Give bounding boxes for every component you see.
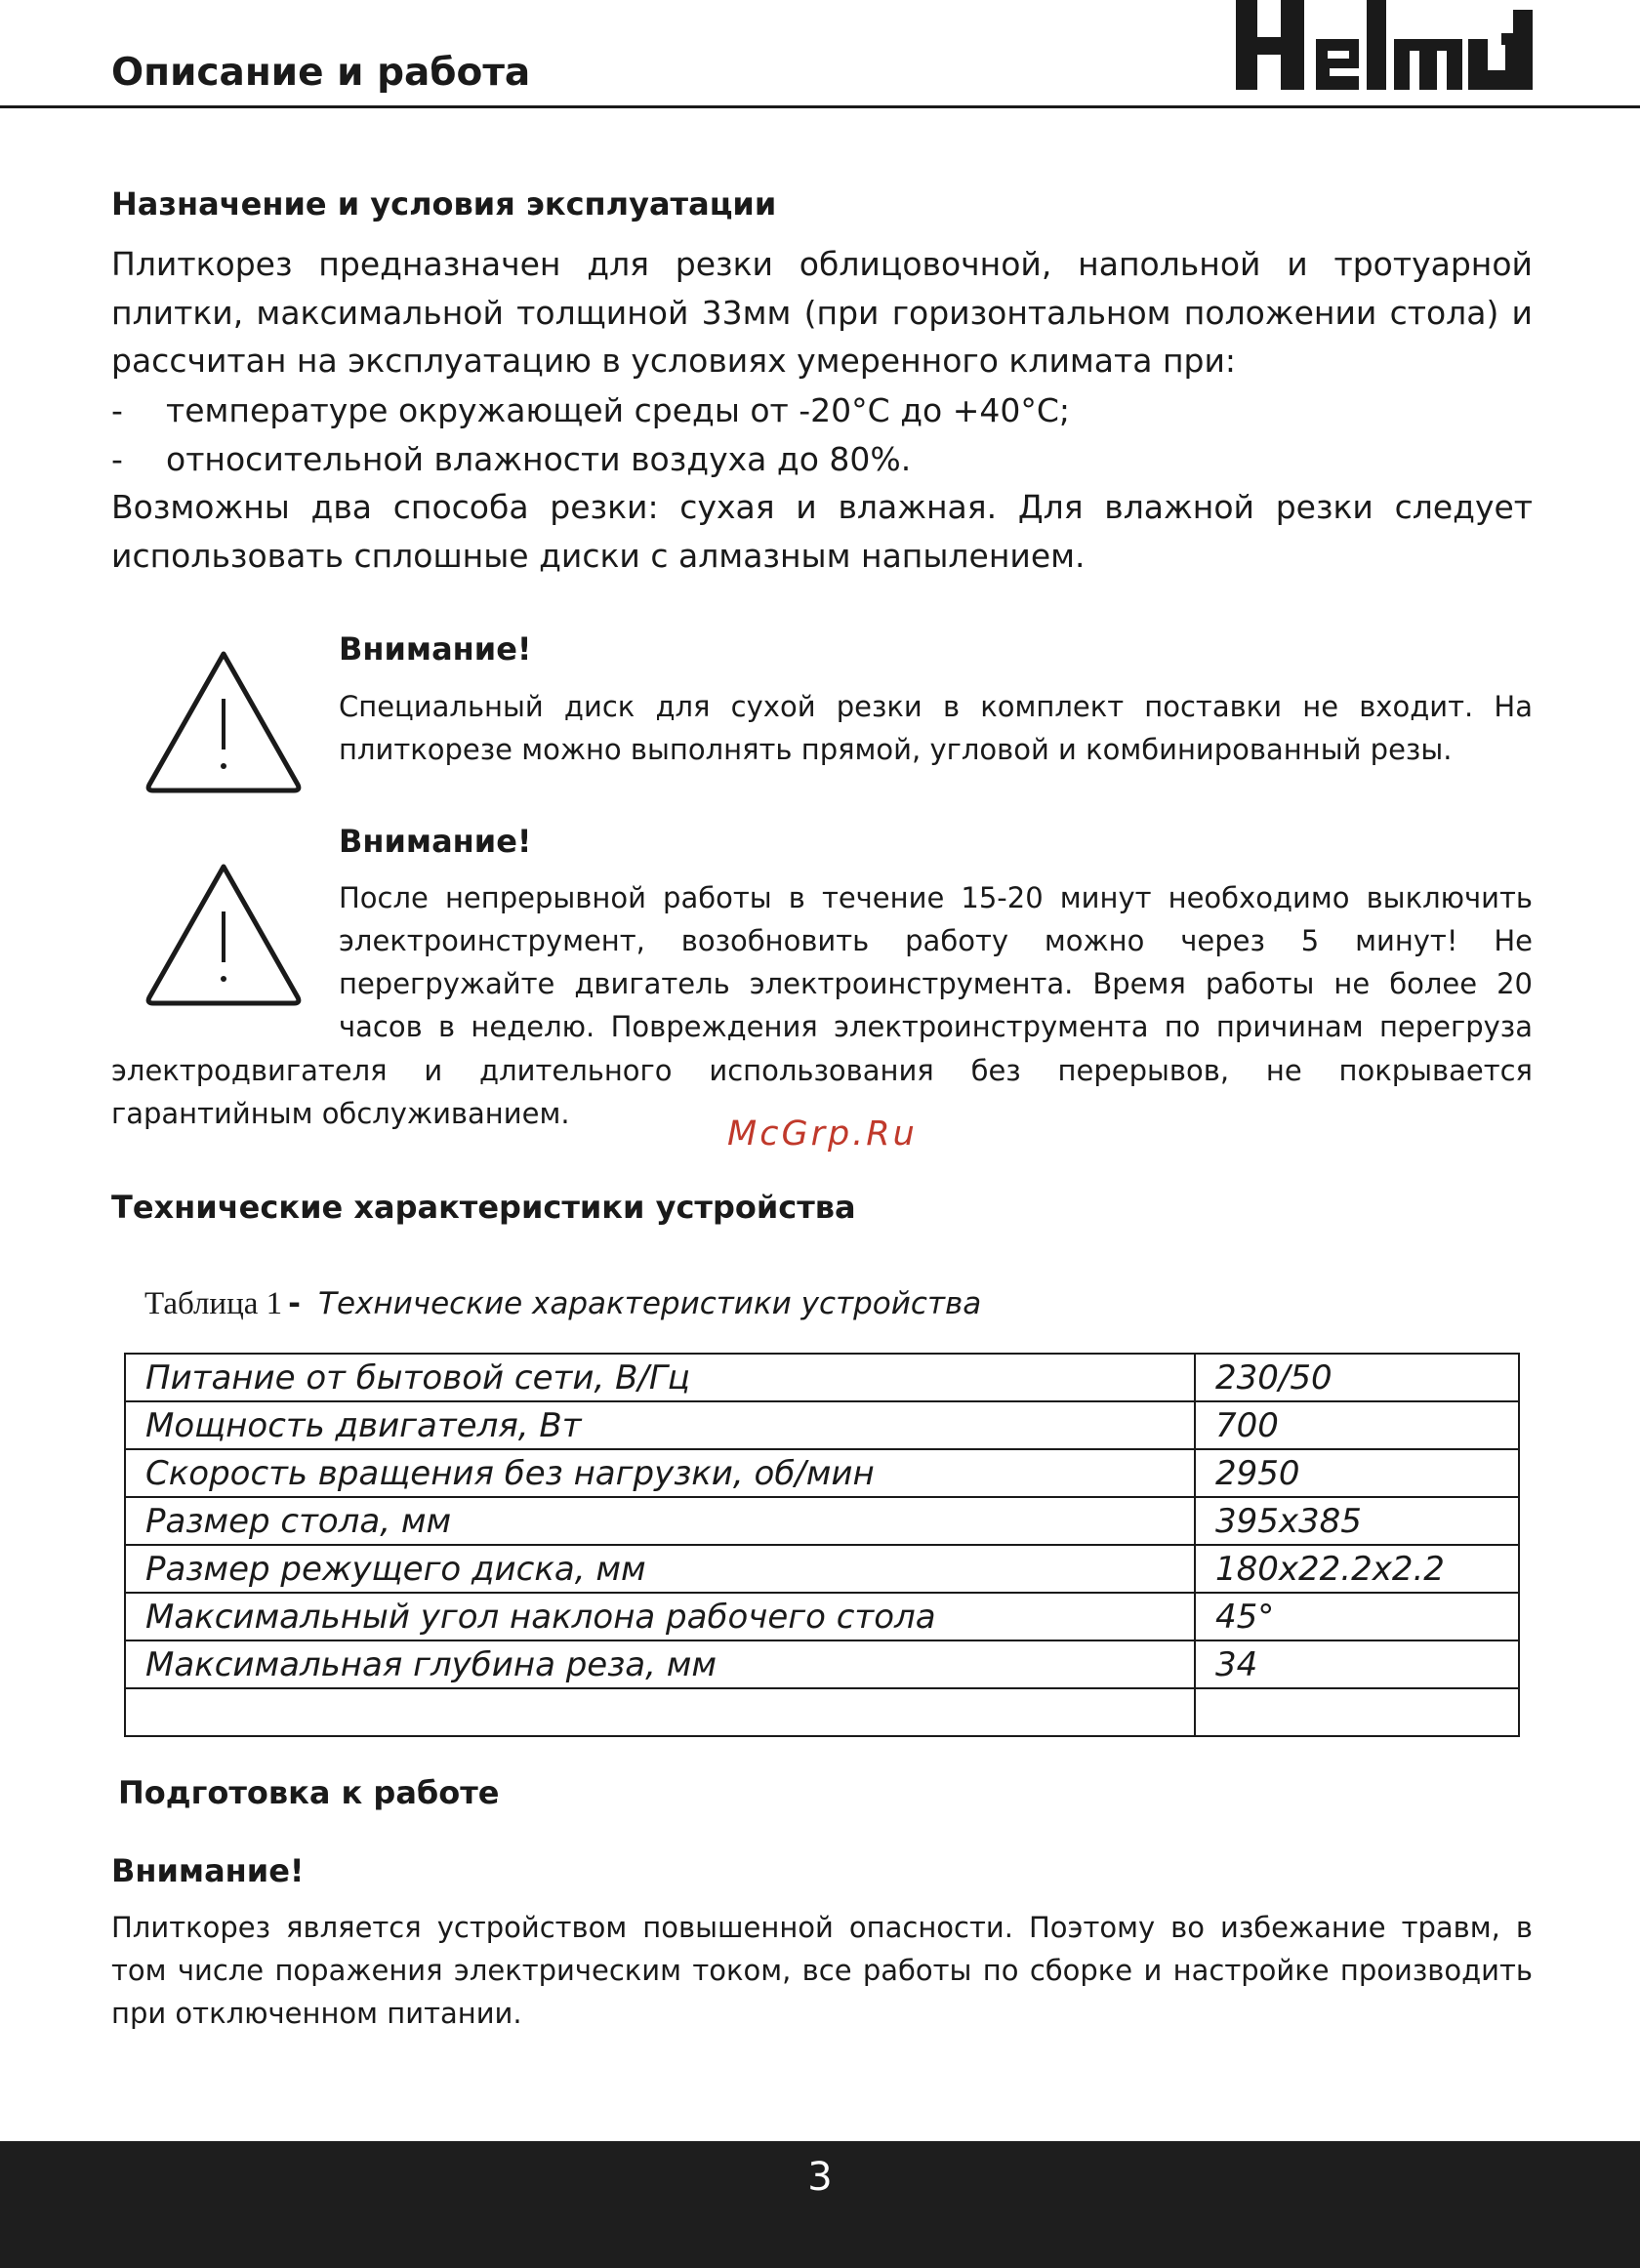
value-cell: 180х22.2х2.2 [1195, 1545, 1519, 1593]
param-cell: Размер режущего диска, мм [125, 1545, 1195, 1593]
warning-text: После непрерывной работы в течение 15-20 минут необходимо выключить электроинструмент, возобновить работу можно через 5 минут! Не перегружайте двигатель электроинструмента. Время работы не более 20 часов в неделю. Повреждения электроинструмента по причинам перегруза [339, 881, 1533, 1043]
list-item [111, 435, 1533, 483]
cutting-methods-paragraph: Возможны два способа резки: сухая и влажная. Для влажной резки следует использовать сплошные диски с алмазным напылением. [111, 488, 1533, 575]
param-cell: Максимальная глубина реза, мм [125, 1640, 1195, 1688]
param-cell [125, 1688, 1195, 1736]
value-cell: 230/50 [1195, 1354, 1519, 1401]
value-cell: 45° [1195, 1593, 1519, 1640]
param-cell: Питание от бытовой сети, В/Гц [125, 1354, 1195, 1401]
header-divider [0, 105, 1640, 108]
warning-title: Внимание! [111, 1852, 305, 1889]
safety-paragraph: Плиткорез является устройством повышенной опасности. Поэтому во избежание травм, в том числе поражения электрическим током, все работы по сборке и настройке производить при отключенном питании. [111, 1911, 1533, 2030]
page-title: Описание и работа [111, 51, 531, 95]
warning-title: Внимание! [339, 823, 532, 860]
warning-title: Внимание! [339, 630, 532, 668]
page-number: 3 [807, 2155, 833, 2200]
warning-triangle-icon [142, 861, 306, 1007]
param-cell: Размер стола, мм [125, 1497, 1195, 1545]
table-row [125, 1401, 1519, 1449]
table-row [125, 1593, 1519, 1640]
table-caption-number: Таблица 1 [144, 1286, 283, 1321]
table-row [125, 1688, 1519, 1736]
list-item-text: относительной влажности воздуха до 80%. [166, 440, 912, 478]
param-cell: Скорость вращения без нагрузки, об/мин [125, 1449, 1195, 1497]
section-heading-specs: Технические характеристики устройства [111, 1189, 856, 1226]
table-caption [144, 1286, 981, 1322]
list-dash: - [111, 391, 123, 429]
warning-text-continued: электродвигателя и длительного использования без перерывов, не покрывается гарантийным обслуживанием. [111, 1054, 1533, 1130]
table-caption-title: Технические характеристики устройства [318, 1286, 982, 1321]
helmut-logo [1236, 0, 1533, 94]
list-dash: - [111, 440, 123, 478]
watermark: McGrp.Ru [727, 1114, 918, 1154]
list-item-text: температуре окружающей среды от -20°С до +40°С; [166, 391, 1070, 429]
warning-text: Специальный диск для сухой резки в комплект поставки не входит. На плиткорезе можно выполнять прямой, угловой и комбинированный резы. [339, 690, 1533, 766]
value-cell: 2950 [1195, 1449, 1519, 1497]
purpose-paragraph: Плиткорез предназначен для резки облицовочной, напольной и тротуарной плитки, максимальной толщиной 33мм (при горизонтальном положении стола) и рассчитан на эксплуатацию в условиях умеренного климата при: [111, 245, 1533, 380]
param-cell: Максимальный угол наклона рабочего стола [125, 1593, 1195, 1640]
table-row [125, 1640, 1519, 1688]
table-row [125, 1497, 1519, 1545]
specs-table [124, 1353, 1520, 1737]
table-row [125, 1545, 1519, 1593]
table-row [125, 1354, 1519, 1401]
param-cell: Мощность двигателя, Вт [125, 1401, 1195, 1449]
section-heading-purpose: Назначение и условия эксплуатации [111, 185, 777, 223]
list-item [111, 386, 1533, 434]
section-heading-preparation: Подготовка к работе [118, 1774, 500, 1811]
warning-triangle-icon [142, 648, 306, 794]
value-cell: 34 [1195, 1640, 1519, 1688]
table-caption-dash: - [288, 1286, 302, 1321]
value-cell: 395х385 [1195, 1497, 1519, 1545]
value-cell: 700 [1195, 1401, 1519, 1449]
table-row [125, 1449, 1519, 1497]
value-cell [1195, 1688, 1519, 1736]
